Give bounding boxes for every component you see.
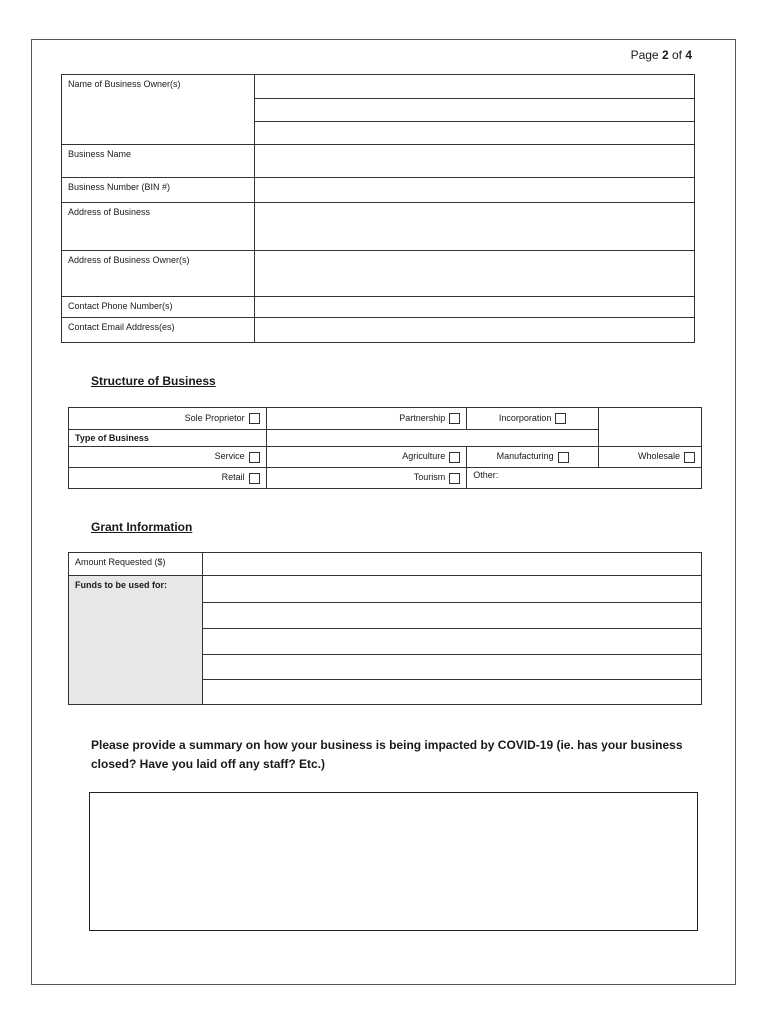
service-checkbox[interactable] <box>249 452 260 463</box>
structure-blank <box>599 408 702 447</box>
funds-used-label: Funds to be used for: <box>69 576 203 705</box>
sole-proprietor-checkbox[interactable] <box>249 413 260 424</box>
funds-field-3[interactable] <box>203 629 702 655</box>
manufacturing-checkbox[interactable] <box>558 452 569 463</box>
owner-name-field-1[interactable] <box>255 75 695 99</box>
sole-proprietor-option[interactable]: Sole Proprietor <box>69 408 267 430</box>
owner-name-field-2[interactable] <box>255 99 695 122</box>
covid-summary-field[interactable] <box>89 792 698 931</box>
page-number: Page 2 of 4 <box>630 48 692 62</box>
business-name-label: Business Name <box>62 145 255 178</box>
phone-field[interactable] <box>255 297 695 318</box>
email-label: Contact Email Address(es) <box>62 318 255 343</box>
structure-heading: Structure of Business <box>91 374 216 388</box>
funds-field-5[interactable] <box>203 680 702 705</box>
business-name-field[interactable] <box>255 145 695 178</box>
amount-requested-label: Amount Requested ($) <box>69 553 203 576</box>
wholesale-option[interactable]: Wholesale <box>599 447 702 468</box>
funds-field-2[interactable] <box>203 603 702 629</box>
retail-option[interactable]: Retail <box>69 468 267 489</box>
agriculture-option[interactable]: Agriculture <box>266 447 467 468</box>
owner-address-field[interactable] <box>255 251 695 297</box>
owner-address-label: Address of Business Owner(s) <box>62 251 255 297</box>
business-address-field[interactable] <box>255 203 695 251</box>
wholesale-checkbox[interactable] <box>684 452 695 463</box>
funds-field-1[interactable] <box>203 576 702 603</box>
agriculture-checkbox[interactable] <box>449 452 460 463</box>
retail-checkbox[interactable] <box>249 473 260 484</box>
manufacturing-option[interactable]: Manufacturing <box>467 447 599 468</box>
type-of-business-blank <box>266 430 598 447</box>
incorporation-checkbox[interactable] <box>555 413 566 424</box>
grant-table <box>68 552 702 705</box>
tourism-checkbox[interactable] <box>449 473 460 484</box>
funds-field-4[interactable] <box>203 655 702 680</box>
covid-summary-prompt: Please provide a summary on how your business is being impacted by COVID-19 (ie. has your business closed? Have you laid off any staff? Etc.) <box>91 738 683 771</box>
email-field[interactable] <box>255 318 695 343</box>
type-of-business-label: Type of Business <box>69 430 267 447</box>
business-number-field[interactable] <box>255 178 695 203</box>
grant-heading: Grant Information <box>91 520 193 534</box>
amount-requested-field[interactable] <box>203 553 702 576</box>
owner-name-field-3[interactable] <box>255 122 695 145</box>
other-field[interactable]: Other: <box>467 468 702 489</box>
owner-names-label: Name of Business Owner(s) <box>62 75 255 145</box>
business-number-label: Business Number (BIN #) <box>62 178 255 203</box>
incorporation-option[interactable]: Incorporation <box>467 408 599 430</box>
service-option[interactable]: Service <box>69 447 267 468</box>
phone-label: Contact Phone Number(s) <box>62 297 255 318</box>
partnership-checkbox[interactable] <box>449 413 460 424</box>
structure-table <box>68 407 702 489</box>
tourism-option[interactable]: Tourism <box>266 468 467 489</box>
business-info-table <box>61 74 695 343</box>
partnership-option[interactable]: Partnership <box>266 408 467 430</box>
business-address-label: Address of Business <box>62 203 255 251</box>
